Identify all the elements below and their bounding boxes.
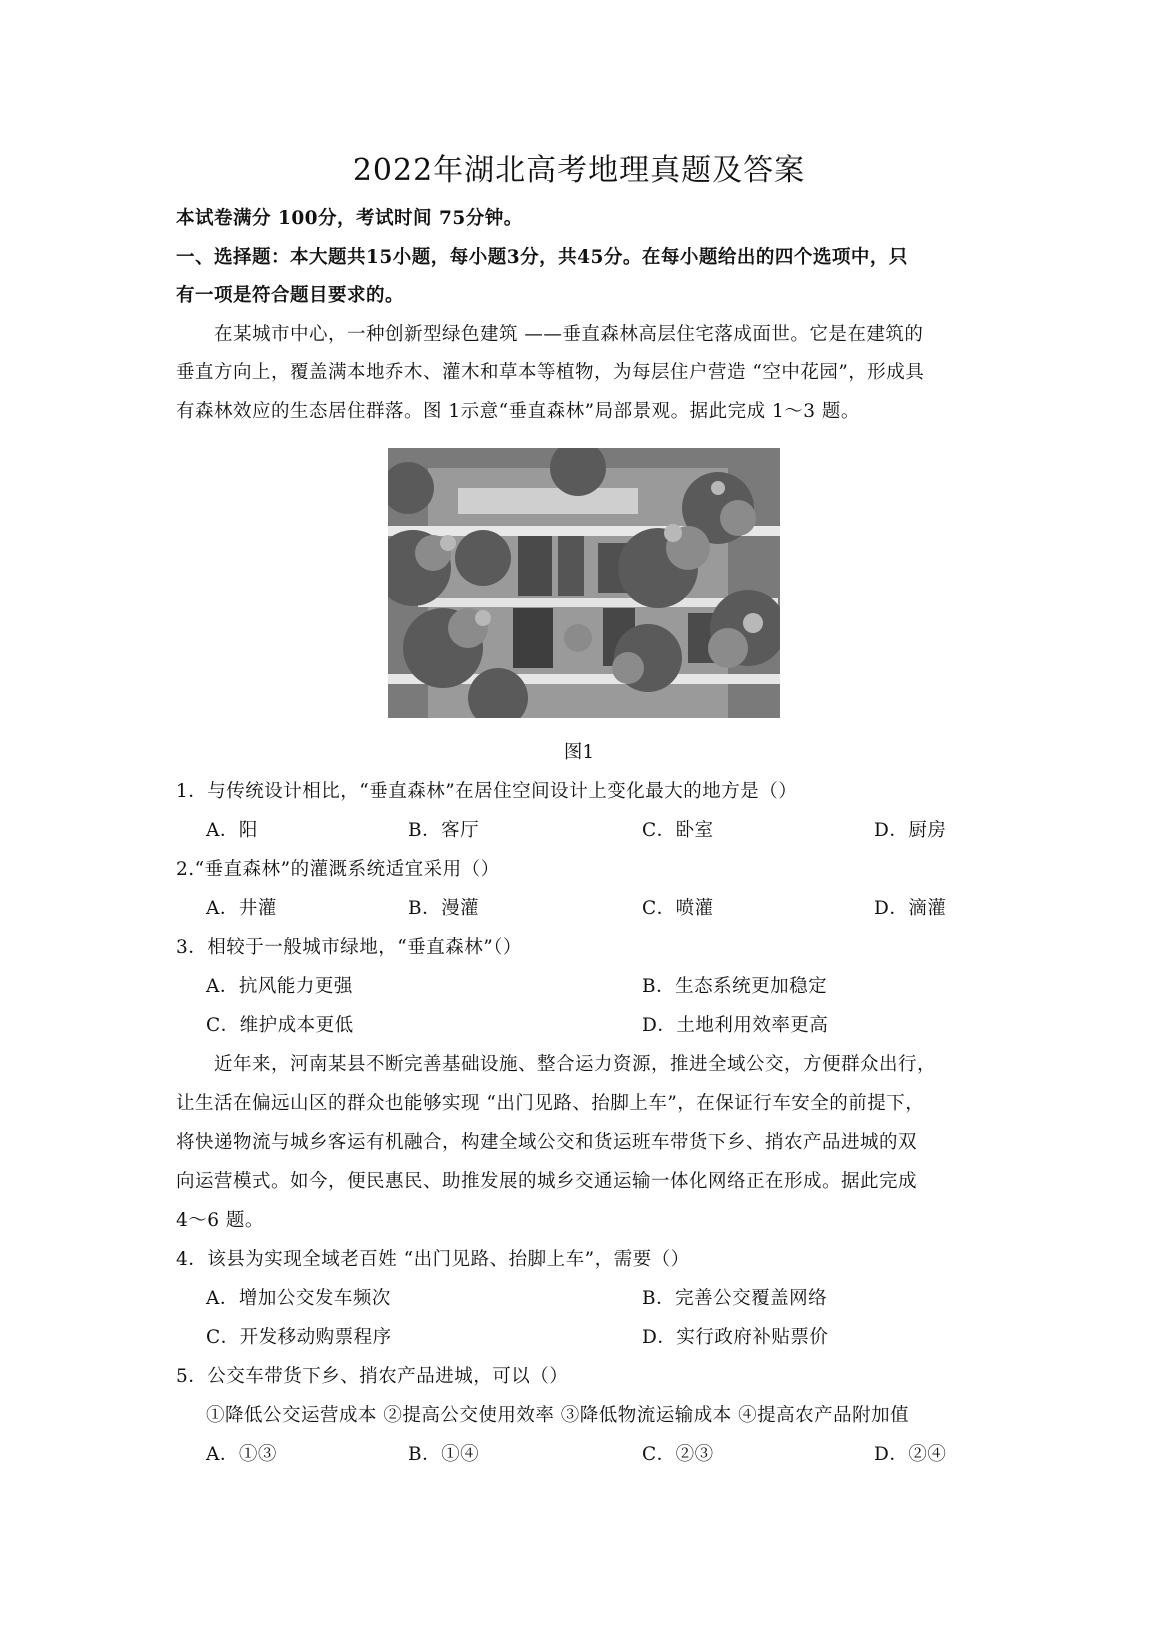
q3-option-d: D．土地利用效率更高 [642, 1015, 829, 1036]
q3-option-a: A．抗风能力更强 [206, 976, 353, 997]
q4-option-d: D．实行政府补贴票价 [642, 1327, 829, 1348]
passage2-line: 让生活在偏远山区的群众也能够实现 “出门见路、抬脚上车”，在保证行车安全的前提下， [176, 1093, 925, 1114]
q5-statements: ①降低公交运营成本 ②提高公交使用效率 ③降低物流运输成本 ④提高农产品附加值 [206, 1405, 910, 1426]
passage2-line: 将快递物流与城乡客运有机融合，构建全域公交和货运班车带货下乡、捎农产品进城的双 [176, 1132, 918, 1153]
question-3-stem: 3．相较于一般城市绿地，“垂直森林”（） [176, 937, 522, 958]
q1-option-c: C．卧室 [642, 820, 714, 841]
question-1-stem: 1．与传统设计相比，“垂直森林”在居住空间设计上变化最大的地方是（） [176, 781, 798, 802]
passage1-line: 在某城市中心，一种创新型绿色建筑 ——垂直森林高层住宅落成面世。它是在建筑的 [214, 324, 924, 345]
section-heading-line1: 一、选择题：本大题共15小题，每小题3分，共45分。在每小题给出的四个选项中，只 [176, 247, 908, 268]
question-5-stem: 5．公交车带货下乡、捎农产品进城，可以（） [176, 1366, 569, 1387]
q1-option-a: A．阳 [206, 820, 258, 841]
q5-option-c: C．②③ [642, 1444, 714, 1465]
q2-option-d: D．滴灌 [874, 898, 947, 919]
q4-option-c: C．开发移动购票程序 [206, 1327, 392, 1348]
q4-option-b: B．完善公交覆盖网络 [642, 1288, 828, 1309]
question-2-stem: 2.“垂直森林”的灌溉系统适宜采用（） [176, 859, 500, 880]
q5-option-a: A．①③ [206, 1444, 277, 1465]
passage1-line: 垂直方向上，覆盖满本地乔木、灌木和草本等植物，为每层住户营造 “空中花园”，形成具 [176, 362, 925, 383]
passage2-line: 4～6 题。 [176, 1210, 264, 1231]
figure-caption: 图1 [563, 742, 595, 763]
exam-intro: 本试卷满分 100分，考试时间 75分钟。 [176, 208, 523, 229]
q4-option-a: A．增加公交发车频次 [206, 1288, 391, 1309]
q1-option-d: D．厨房 [874, 820, 947, 841]
passage2-line: 近年来，河南某县不断完善基础设施、整合运力资源，推进全域公交，方便群众出行， [214, 1054, 937, 1075]
passage2-line: 向运营模式。如今，便民惠民、助推发展的城乡交通运输一体化网络正在形成。据此完成 [176, 1171, 918, 1192]
vertical-forest-image [388, 448, 780, 718]
section-heading-line2: 有一项是符合题目要求的。 [176, 285, 405, 306]
q5-option-d: D．②④ [874, 1444, 947, 1465]
page-title: 2022年湖北高考地理真题及答案 [352, 153, 806, 188]
q1-option-b: B．客厅 [408, 820, 480, 841]
q2-option-a: A．井灌 [206, 898, 277, 919]
q3-option-b: B．生态系统更加稳定 [642, 976, 828, 997]
q3-option-c: C．维护成本更低 [206, 1015, 354, 1036]
q5-option-b: B．①④ [408, 1444, 480, 1465]
q2-option-b: B．漫灌 [408, 898, 480, 919]
vertical-forest-photo [388, 448, 780, 718]
q2-option-c: C．喷灌 [642, 898, 714, 919]
passage1-line: 有森林效应的生态居住群落。图 1示意“垂直森林”局部景观。据此完成 1～3 题。 [176, 401, 860, 422]
question-4-stem: 4．该县为实现全域老百姓 “出门见路、抬脚上车”，需要（） [176, 1249, 690, 1270]
